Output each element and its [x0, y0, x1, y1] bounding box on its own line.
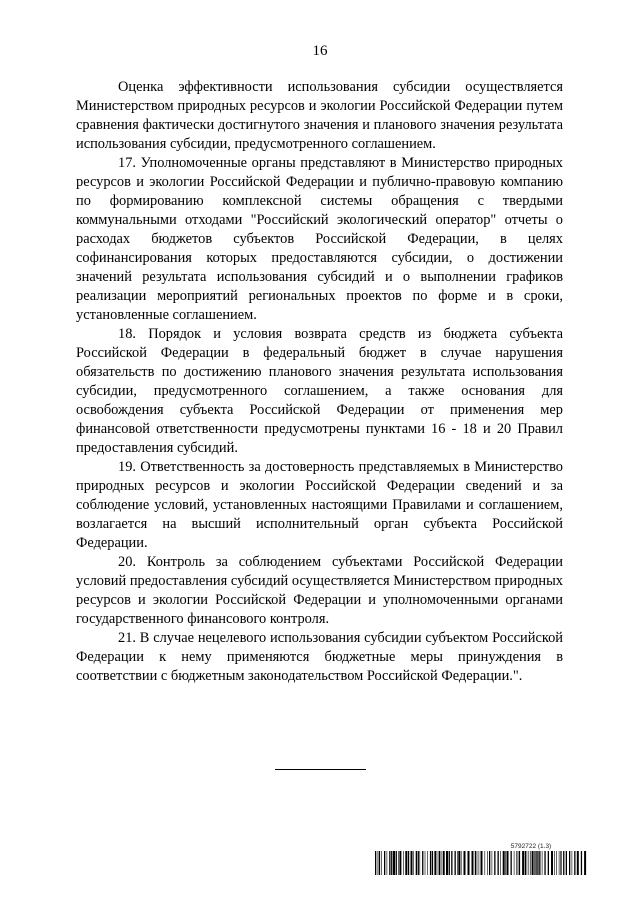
paragraph-19: 19. Ответственность за достоверность представляемых в Министерство природных ресурсов и экологии Российской Федерации сведений и за соблюдение условий, установленных настоящими Правилами и соглашением, возлагается на высший исполнительный орган субъекта Российской Федерации.: [76, 459, 563, 551]
page-number: 16: [312, 43, 328, 59]
paragraph-21: 21. В случае нецелевого использования субсидии субъектом Российской Федерации к нему применяются бюджетные меры принуждения в соответствии с бюджетным законодательством Российской Федерации.".: [76, 630, 563, 684]
paragraph-17: 17. Уполномоченные органы представляют в Министерство природных ресурсов и экологии Российской Федерации и публично-правовую компанию по формированию комплексной системы обращения с твердыми коммунальными отходами "Российский экологический оператор" отчеты о расходах бюджетов субъектов Российской Федерации, в целях софинансирования которых предоставляются субсидии, о достижении значений результата использования субсидий и о выполнении графиков реализации мероприятий региональных проектов по форме и в сроки, установленные соглашением.: [76, 155, 563, 323]
document-code: 5792722 (1.3): [510, 843, 552, 850]
document-body: [76, 78, 563, 686]
barcode-icon: [375, 851, 587, 875]
paragraph-evaluation: Оценка эффективности использования субсидии осуществляется Министерством природных ресурсов и экологии Российской Федерации путем сравнения фактически достигнутого значения и планового значения результата использования субсидии, предусмотренного соглашением.: [76, 79, 563, 152]
end-divider: [275, 769, 366, 770]
paragraph-18: 18. Порядок и условия возврата средств из бюджета субъекта Российской Федерации в федеральный бюджет в случае нарушения обязательств по достижению планового значения результата использования субсидии, предусмотренного соглашением, а также основания для освобождения субъекта Российской Федерации от применения мер финансовой ответственности предусмотрены пунктами 16 - 18 и 20 Правил предоставления субсидий.: [76, 326, 563, 456]
paragraph-20: 20. Контроль за соблюдением субъектами Российской Федерации условий предоставления субсидий осуществляется Министерством природных ресурсов и экологии Российской Федерации и уполномоченными органами государственного финансового контроля.: [76, 554, 563, 627]
